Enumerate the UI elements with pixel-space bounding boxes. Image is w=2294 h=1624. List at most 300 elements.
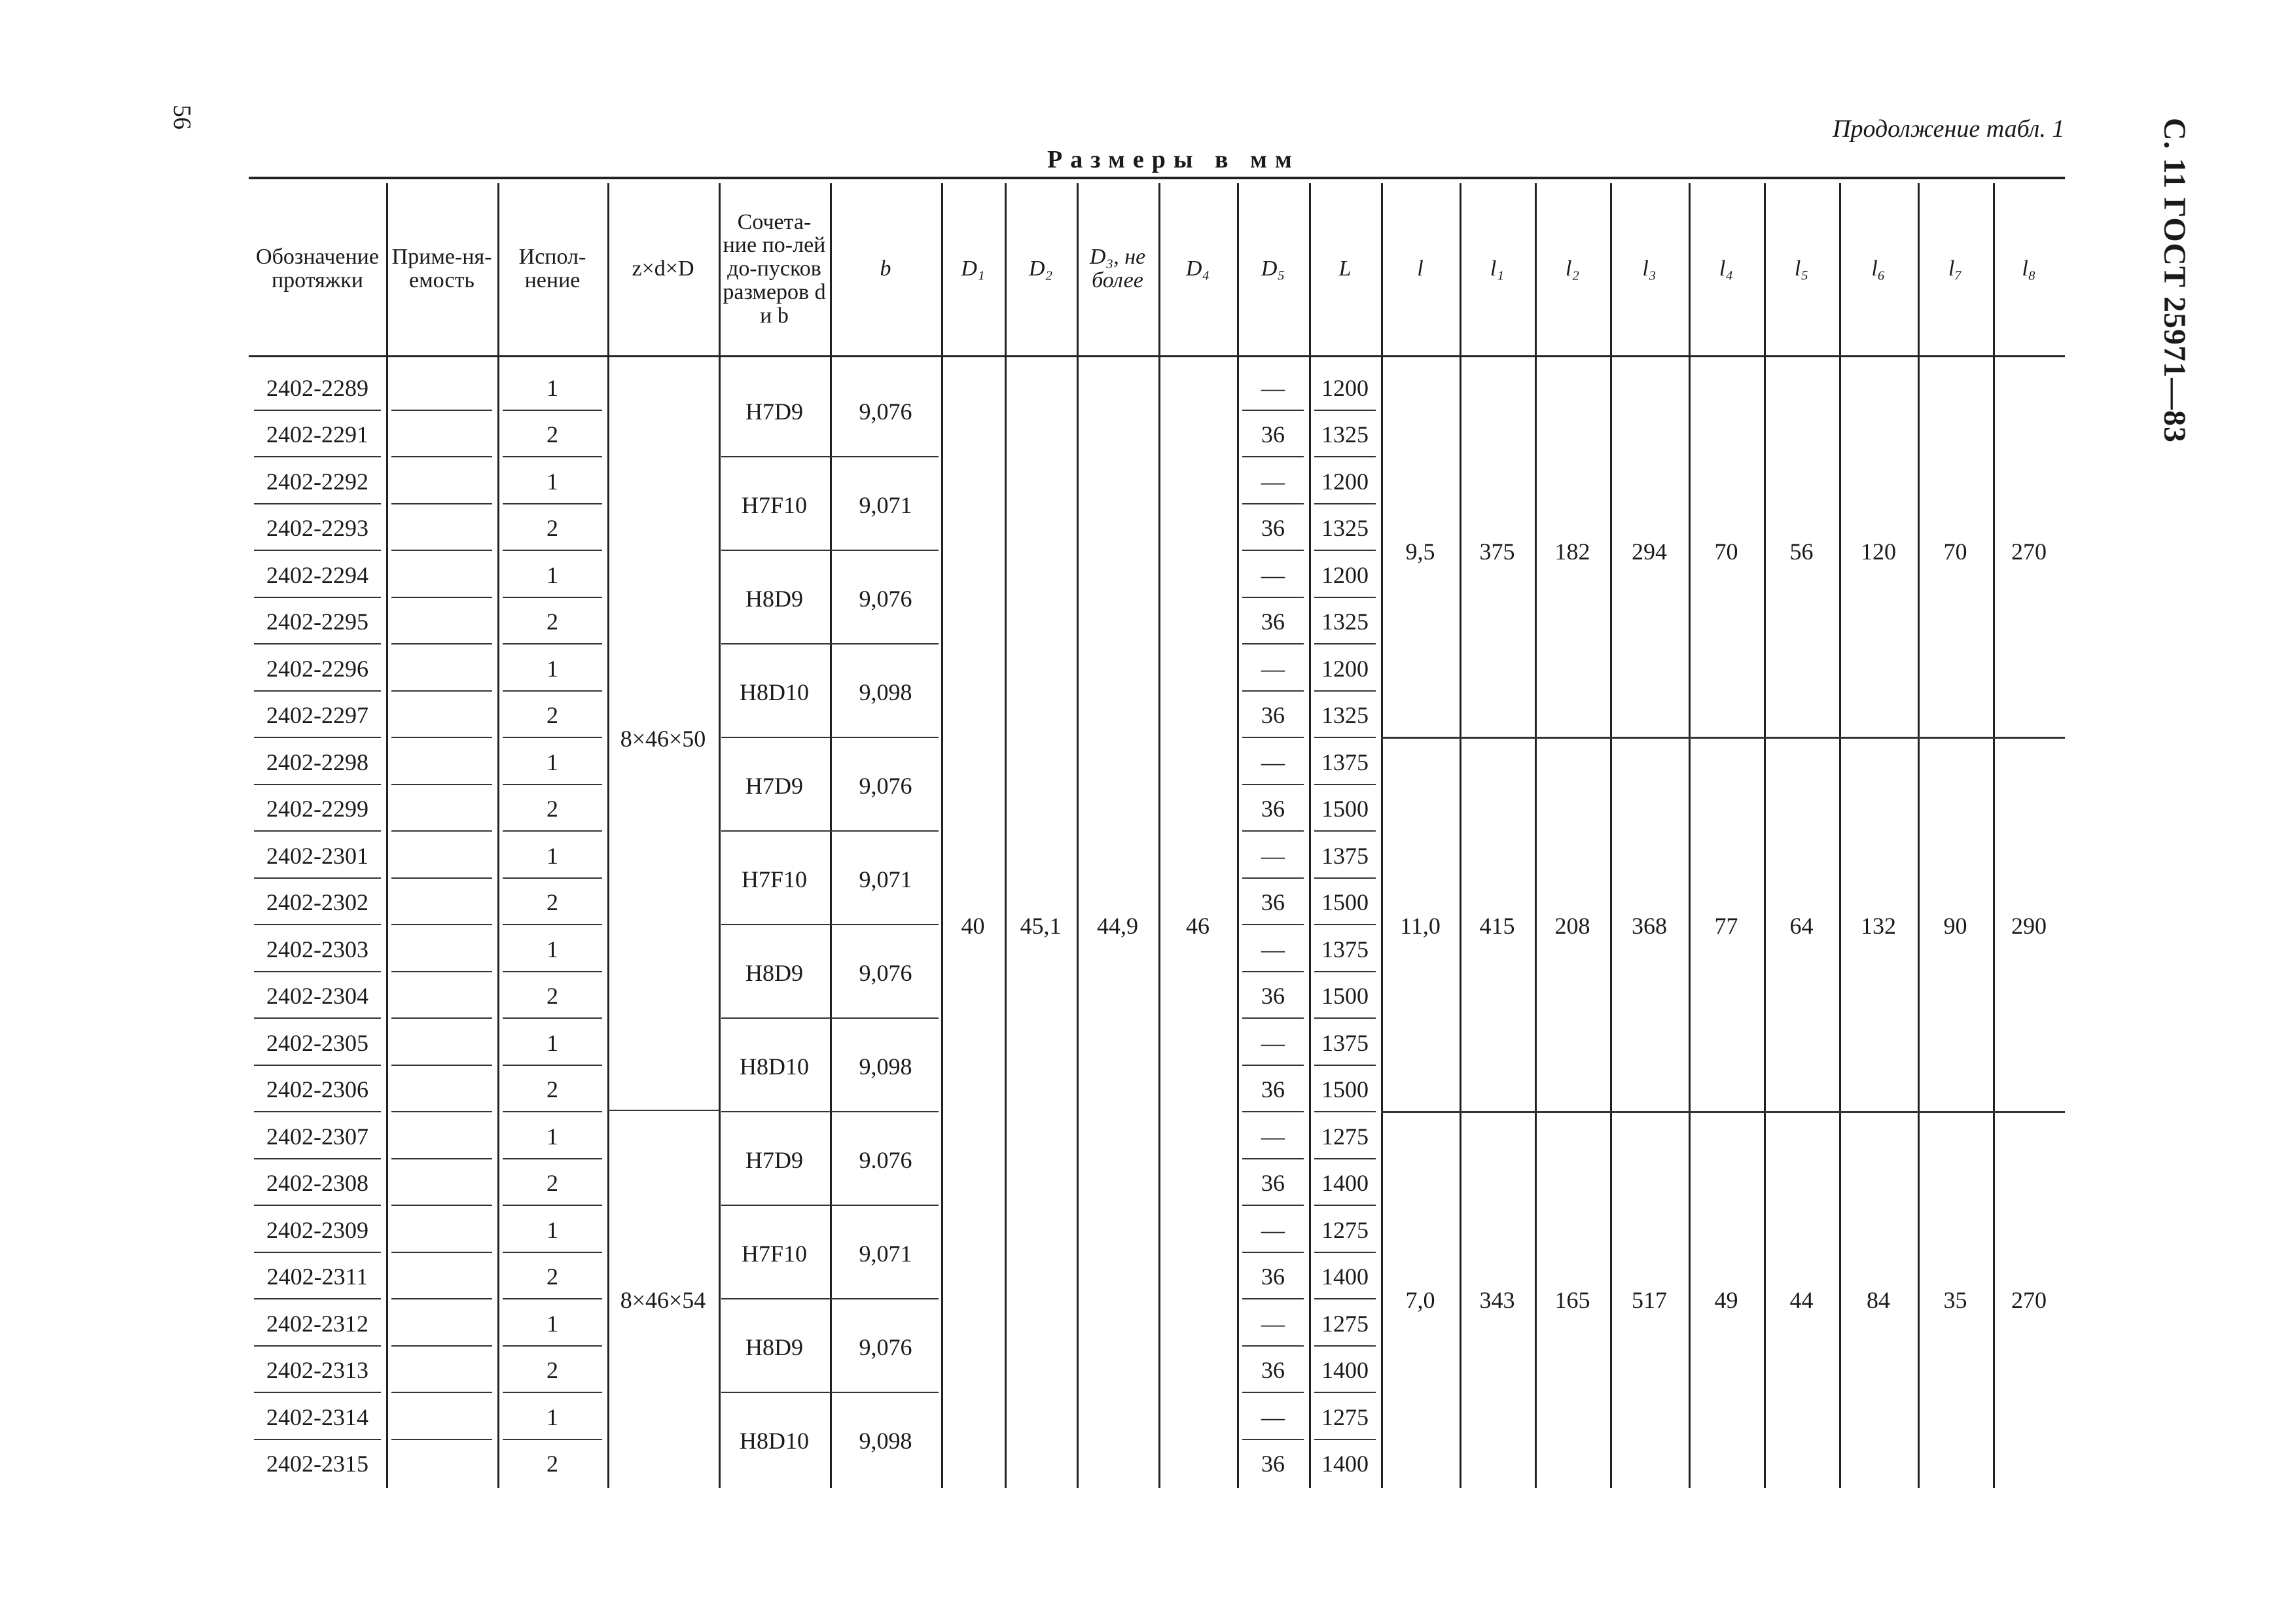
row-rule — [1314, 643, 1376, 644]
fit-combination: H8D9 — [745, 959, 803, 986]
length-group-rule — [1381, 1111, 2065, 1113]
group-rule — [721, 1017, 939, 1019]
row-rule — [1314, 597, 1376, 598]
table-row-execution: 1 — [547, 842, 558, 869]
table-row-code: 2402-2315 — [266, 1451, 368, 1477]
row-rule — [391, 1392, 492, 1393]
table-row-L: 1400 — [1321, 1451, 1369, 1477]
group-rule — [721, 643, 939, 644]
table-row-D5: 36 — [1261, 515, 1285, 542]
row-rule — [503, 1298, 602, 1299]
row-rule — [503, 410, 602, 411]
header-fit-col: Сочета-ние по-лей до-пусков размеров d и b — [723, 209, 826, 328]
table-row-D5: — — [1261, 936, 1285, 962]
row-rule — [1242, 1111, 1304, 1112]
row-rule — [503, 1345, 602, 1347]
row-rule — [391, 1252, 492, 1253]
row-rule — [254, 1205, 381, 1206]
b-value: 9,098 — [859, 1053, 912, 1080]
length-l2: 208 — [1554, 913, 1590, 940]
length-l1: 343 — [1479, 1287, 1515, 1314]
row-rule — [1314, 456, 1376, 457]
row-rule — [391, 1065, 492, 1066]
table-row-execution: 1 — [547, 936, 558, 962]
row-rule — [503, 1065, 602, 1066]
row-rule — [503, 971, 602, 972]
row-rule — [503, 784, 602, 785]
row-rule — [391, 1017, 492, 1019]
header-applicability-col: Приме-ня-емость — [391, 245, 492, 292]
header-D1-col: D₁ — [961, 256, 985, 281]
row-rule — [391, 503, 492, 504]
row-rule — [503, 503, 602, 504]
row-rule — [1314, 1111, 1376, 1112]
fit-combination: H7D9 — [745, 772, 803, 799]
units-caption: Размеры в мм — [1047, 146, 1300, 173]
table-row-L: 1375 — [1321, 936, 1369, 962]
length-l6: 84 — [1867, 1287, 1890, 1314]
table-row-code: 2402-2307 — [266, 1123, 368, 1150]
b-value: 9,076 — [859, 1333, 912, 1360]
row-rule — [254, 643, 381, 644]
header-D3-col: D₃, не более — [1089, 245, 1146, 292]
row-rule — [391, 830, 492, 832]
row-rule — [1314, 830, 1376, 832]
table-row-execution: 1 — [547, 1029, 558, 1056]
row-rule — [1242, 597, 1304, 598]
table-row-code: 2402-2298 — [266, 749, 368, 775]
length-group-rule — [1381, 737, 2065, 739]
table-row-code: 2402-2293 — [266, 515, 368, 542]
table-row-execution: 2 — [547, 1451, 558, 1477]
length-l: 7,0 — [1405, 1287, 1435, 1314]
length-l3: 368 — [1632, 913, 1667, 940]
row-rule — [1242, 1205, 1304, 1206]
table-row-code: 2402-2291 — [266, 421, 368, 448]
table-row-L: 1275 — [1321, 1123, 1369, 1150]
row-rule — [1242, 1158, 1304, 1159]
row-rule — [254, 690, 381, 692]
table-row-D5: 36 — [1261, 1357, 1285, 1384]
row-rule — [254, 1439, 381, 1440]
row-rule — [254, 1345, 381, 1347]
row-rule — [391, 690, 492, 692]
length-l7: 90 — [1943, 913, 1967, 940]
table-row-L: 1275 — [1321, 1403, 1369, 1430]
group-rule — [721, 1111, 939, 1112]
zdD-value: 8×46×50 — [620, 726, 706, 752]
column-divider — [386, 183, 388, 1488]
table-row-execution: 1 — [547, 655, 558, 682]
row-rule — [391, 924, 492, 925]
row-rule — [1314, 690, 1376, 692]
row-rule — [1242, 643, 1304, 644]
row-rule — [391, 1298, 492, 1299]
table-row-code: 2402-2309 — [266, 1216, 368, 1243]
table-row-L: 1325 — [1321, 421, 1369, 448]
continuation-label: Продолжение табл. 1 — [1833, 115, 2065, 143]
table-row-execution: 1 — [547, 1403, 558, 1430]
row-rule — [391, 1158, 492, 1159]
common-D4: 46 — [1186, 913, 1210, 940]
header-l2-col: l₂ — [1565, 256, 1580, 281]
length-l7: 35 — [1943, 1287, 1967, 1314]
table-row-L: 1375 — [1321, 842, 1369, 869]
row-rule — [1242, 456, 1304, 457]
row-rule — [391, 971, 492, 972]
header-l6-col: l₆ — [1871, 256, 1886, 281]
table-row-D5: 36 — [1261, 1170, 1285, 1197]
row-rule — [1314, 1017, 1376, 1019]
row-rule — [254, 830, 381, 832]
table-row-D5: — — [1261, 842, 1285, 869]
group-rule — [721, 737, 939, 738]
row-rule — [254, 1111, 381, 1112]
table-row-code: 2402-2289 — [266, 374, 368, 401]
group-rule — [721, 1205, 939, 1206]
table-row-execution: 2 — [547, 515, 558, 542]
row-rule — [1242, 550, 1304, 551]
header-code-col: Обозначение протяжки — [256, 245, 379, 292]
row-rule — [254, 597, 381, 598]
row-rule — [391, 737, 492, 738]
fit-combination: H7D9 — [745, 398, 803, 425]
header-L-col: L — [1338, 256, 1352, 281]
row-rule — [1242, 1065, 1304, 1066]
row-rule — [1242, 924, 1304, 925]
length-l8: 270 — [2011, 1287, 2047, 1314]
row-rule — [254, 410, 381, 411]
table-row-L: 1275 — [1321, 1216, 1369, 1243]
fit-combination: H8D9 — [745, 585, 803, 612]
table-row-D5: — — [1261, 1310, 1285, 1337]
header-D4-col: D₄ — [1185, 256, 1210, 281]
length-l3: 517 — [1632, 1287, 1667, 1314]
b-value: 9,076 — [859, 398, 912, 425]
row-rule — [254, 456, 381, 457]
row-rule — [1242, 1345, 1304, 1347]
table-row-code: 2402-2313 — [266, 1357, 368, 1384]
fit-combination: H8D10 — [740, 1427, 809, 1454]
table-row-code: 2402-2295 — [266, 609, 368, 635]
row-rule — [503, 737, 602, 738]
table-row-code: 2402-2294 — [266, 561, 368, 588]
length-l6: 132 — [1861, 913, 1896, 940]
length-l5: 56 — [1789, 538, 1814, 565]
table-row-L: 1200 — [1321, 561, 1369, 588]
common-D3: 44,9 — [1097, 913, 1138, 940]
row-rule — [391, 784, 492, 785]
row-rule — [503, 690, 602, 692]
length-l2: 165 — [1554, 1287, 1590, 1314]
row-rule — [254, 877, 381, 879]
table-row-execution: 1 — [547, 374, 558, 401]
length-l4: 49 — [1714, 1287, 1738, 1314]
header-bottom-rule — [249, 355, 2065, 357]
table-row-D5: 36 — [1261, 796, 1285, 822]
row-rule — [503, 456, 602, 457]
row-rule — [503, 1017, 602, 1019]
row-rule — [1314, 410, 1376, 411]
length-l8: 290 — [2011, 913, 2047, 940]
row-rule — [254, 1065, 381, 1066]
table-row-execution: 1 — [547, 1216, 558, 1243]
header-D2-col: D₂ — [1028, 256, 1053, 281]
header-l7-col: l₇ — [1948, 256, 1963, 281]
length-l4: 77 — [1714, 913, 1738, 940]
group-rule — [721, 550, 939, 551]
table-row-L: 1325 — [1321, 609, 1369, 635]
table-row-L: 1400 — [1321, 1263, 1369, 1290]
table-row-D5: 36 — [1261, 609, 1285, 635]
fit-combination: H8D9 — [745, 1333, 803, 1360]
row-rule — [1314, 1158, 1376, 1159]
table-row-code: 2402-2304 — [266, 983, 368, 1010]
header-l3-col: l₃ — [1642, 256, 1657, 281]
table-row-execution: 2 — [547, 796, 558, 822]
row-rule — [254, 1392, 381, 1393]
b-value: 9,098 — [859, 679, 912, 705]
table-row-code: 2402-2306 — [266, 1076, 368, 1103]
row-rule — [503, 1158, 602, 1159]
table-row-execution: 1 — [547, 1310, 558, 1337]
table-row-L: 1200 — [1321, 468, 1369, 495]
header-zdD-col: z×d×D — [632, 256, 694, 281]
table-row-code: 2402-2296 — [266, 655, 368, 682]
table-row-code: 2402-2303 — [266, 936, 368, 962]
row-rule — [391, 877, 492, 879]
row-rule — [503, 1392, 602, 1393]
table-top-rule — [249, 177, 2065, 179]
row-rule — [503, 924, 602, 925]
table-row-execution: 2 — [547, 421, 558, 448]
zdD-value: 8×46×54 — [620, 1287, 706, 1314]
row-rule — [1314, 1298, 1376, 1299]
fit-combination: H7F10 — [741, 866, 808, 892]
table-row-execution: 2 — [547, 702, 558, 729]
row-rule — [1242, 971, 1304, 972]
row-rule — [503, 1111, 602, 1112]
row-rule — [1242, 503, 1304, 504]
row-rule — [1242, 1252, 1304, 1253]
table-row-execution: 2 — [547, 1076, 558, 1103]
table-row-code: 2402-2302 — [266, 889, 368, 916]
row-rule — [1242, 830, 1304, 832]
zdD-group-rule — [607, 1110, 719, 1111]
row-rule — [254, 550, 381, 551]
table-row-L: 1375 — [1321, 1029, 1369, 1056]
row-rule — [1242, 784, 1304, 785]
row-rule — [391, 456, 492, 457]
row-rule — [1314, 1439, 1376, 1440]
b-value: 9,076 — [859, 959, 912, 986]
length-l2: 182 — [1554, 538, 1590, 565]
length-l3: 294 — [1632, 538, 1667, 565]
table-row-D5: 36 — [1261, 889, 1285, 916]
row-rule — [1242, 737, 1304, 738]
table-row-L: 1275 — [1321, 1310, 1369, 1337]
length-l5: 44 — [1789, 1287, 1814, 1314]
length-l: 11,0 — [1400, 913, 1441, 940]
table-row-L: 1500 — [1321, 983, 1369, 1010]
length-l: 9,5 — [1405, 538, 1435, 565]
fit-combination: H7F10 — [741, 491, 808, 518]
table-row-D5: 36 — [1261, 1076, 1285, 1103]
row-rule — [1314, 1065, 1376, 1066]
group-rule — [721, 456, 939, 457]
length-l7: 70 — [1943, 538, 1967, 565]
table-row-D5: — — [1261, 561, 1285, 588]
table-row-execution: 1 — [547, 561, 558, 588]
page-number: 56 — [168, 105, 196, 130]
row-rule — [254, 1017, 381, 1019]
table-row-D5: 36 — [1261, 702, 1285, 729]
b-value: 9,071 — [859, 1240, 912, 1267]
row-rule — [1314, 877, 1376, 879]
header-l8-col: l₈ — [2022, 256, 2036, 281]
table-row-code: 2402-2292 — [266, 468, 368, 495]
header-l1-col: l₁ — [1490, 256, 1505, 281]
row-rule — [1314, 503, 1376, 504]
table-row-L: 1200 — [1321, 655, 1369, 682]
table-row-D5: — — [1261, 655, 1285, 682]
table-row-execution: 2 — [547, 983, 558, 1010]
table-row-code: 2402-2297 — [266, 702, 368, 729]
row-rule — [391, 410, 492, 411]
row-rule — [503, 643, 602, 644]
header-l-col: l — [1417, 256, 1424, 281]
table-row-D5: — — [1261, 1123, 1285, 1150]
table-row-D5: — — [1261, 468, 1285, 495]
table-row-L: 1200 — [1321, 374, 1369, 401]
b-value: 9,071 — [859, 491, 912, 518]
table-row-L: 1400 — [1321, 1170, 1369, 1197]
b-value: 9,098 — [859, 1427, 912, 1454]
table-row-execution: 2 — [547, 889, 558, 916]
group-rule — [721, 1298, 939, 1299]
row-rule — [254, 737, 381, 738]
row-rule — [1314, 1252, 1376, 1253]
table-row-execution: 1 — [547, 1123, 558, 1150]
table-row-execution: 1 — [547, 468, 558, 495]
table-row-code: 2402-2308 — [266, 1170, 368, 1197]
fit-combination: H7D9 — [745, 1146, 803, 1173]
table-row-L: 1325 — [1321, 702, 1369, 729]
header-D5-col: D₅ — [1261, 256, 1285, 281]
table-row-L: 1400 — [1321, 1357, 1369, 1384]
row-rule — [391, 1345, 492, 1347]
gost-identifier: С. 11 ГОСТ 25971—83 — [2157, 118, 2192, 443]
table-row-D5: — — [1261, 749, 1285, 775]
row-rule — [254, 1252, 381, 1253]
table-row-D5: 36 — [1261, 983, 1285, 1010]
table-row-D5: — — [1261, 1029, 1285, 1056]
table-row-code: 2402-2301 — [266, 842, 368, 869]
table-row-L: 1375 — [1321, 749, 1369, 775]
table-row-code: 2402-2299 — [266, 796, 368, 822]
row-rule — [503, 877, 602, 879]
table-row-code: 2402-2311 — [266, 1263, 368, 1290]
row-rule — [503, 1439, 602, 1440]
table-row-execution: 2 — [547, 1263, 558, 1290]
table-row-D5: — — [1261, 374, 1285, 401]
row-rule — [1242, 410, 1304, 411]
header-l5-col: l₅ — [1794, 256, 1809, 281]
table-row-D5: — — [1261, 1216, 1285, 1243]
row-rule — [254, 924, 381, 925]
table-row-execution: 1 — [547, 749, 558, 775]
row-rule — [254, 1158, 381, 1159]
row-rule — [1314, 1392, 1376, 1393]
table-row-execution: 2 — [547, 1357, 558, 1384]
row-rule — [503, 1205, 602, 1206]
row-rule — [1242, 877, 1304, 879]
length-l1: 375 — [1479, 538, 1515, 565]
row-rule — [254, 503, 381, 504]
table-row-L: 1325 — [1321, 515, 1369, 542]
table-row-execution: 2 — [547, 1170, 558, 1197]
table-row-D5: — — [1261, 1403, 1285, 1430]
table-row-L: 1500 — [1321, 889, 1369, 916]
row-rule — [1314, 924, 1376, 925]
header-b-col: b — [880, 256, 891, 281]
length-l5: 64 — [1789, 913, 1814, 940]
row-rule — [391, 1205, 492, 1206]
row-rule — [254, 784, 381, 785]
header-l4-col: l₄ — [1719, 256, 1734, 281]
row-rule — [1314, 1205, 1376, 1206]
row-rule — [1314, 971, 1376, 972]
table-row-D5: 36 — [1261, 1451, 1285, 1477]
common-D1: 40 — [961, 913, 985, 940]
row-rule — [1314, 1345, 1376, 1347]
row-rule — [391, 597, 492, 598]
group-rule — [721, 924, 939, 925]
b-value: 9.076 — [859, 1146, 912, 1173]
table-row-code: 2402-2312 — [266, 1310, 368, 1337]
row-rule — [503, 550, 602, 551]
common-D2: 45,1 — [1020, 913, 1062, 940]
row-rule — [391, 643, 492, 644]
fit-combination: H8D10 — [740, 679, 809, 705]
group-rule — [721, 1392, 939, 1393]
table-row-code: 2402-2314 — [266, 1403, 368, 1430]
length-l6: 120 — [1861, 538, 1896, 565]
table-row-L: 1500 — [1321, 796, 1369, 822]
fit-combination: H7F10 — [741, 1240, 808, 1267]
row-rule — [391, 550, 492, 551]
row-rule — [1242, 1017, 1304, 1019]
row-rule — [1314, 550, 1376, 551]
table-row-L: 1500 — [1321, 1076, 1369, 1103]
table-row-code: 2402-2305 — [266, 1029, 368, 1056]
row-rule — [254, 1298, 381, 1299]
length-l4: 70 — [1714, 538, 1738, 565]
row-rule — [1314, 784, 1376, 785]
row-rule — [391, 1111, 492, 1112]
table-row-execution: 2 — [547, 609, 558, 635]
row-rule — [254, 971, 381, 972]
row-rule — [1242, 1439, 1304, 1440]
row-rule — [391, 1439, 492, 1440]
fit-combination: H8D10 — [740, 1053, 809, 1080]
b-value: 9,076 — [859, 585, 912, 612]
row-rule — [503, 597, 602, 598]
table-row-D5: 36 — [1261, 421, 1285, 448]
length-l1: 415 — [1479, 913, 1515, 940]
b-value: 9,071 — [859, 866, 912, 892]
row-rule — [1242, 690, 1304, 692]
